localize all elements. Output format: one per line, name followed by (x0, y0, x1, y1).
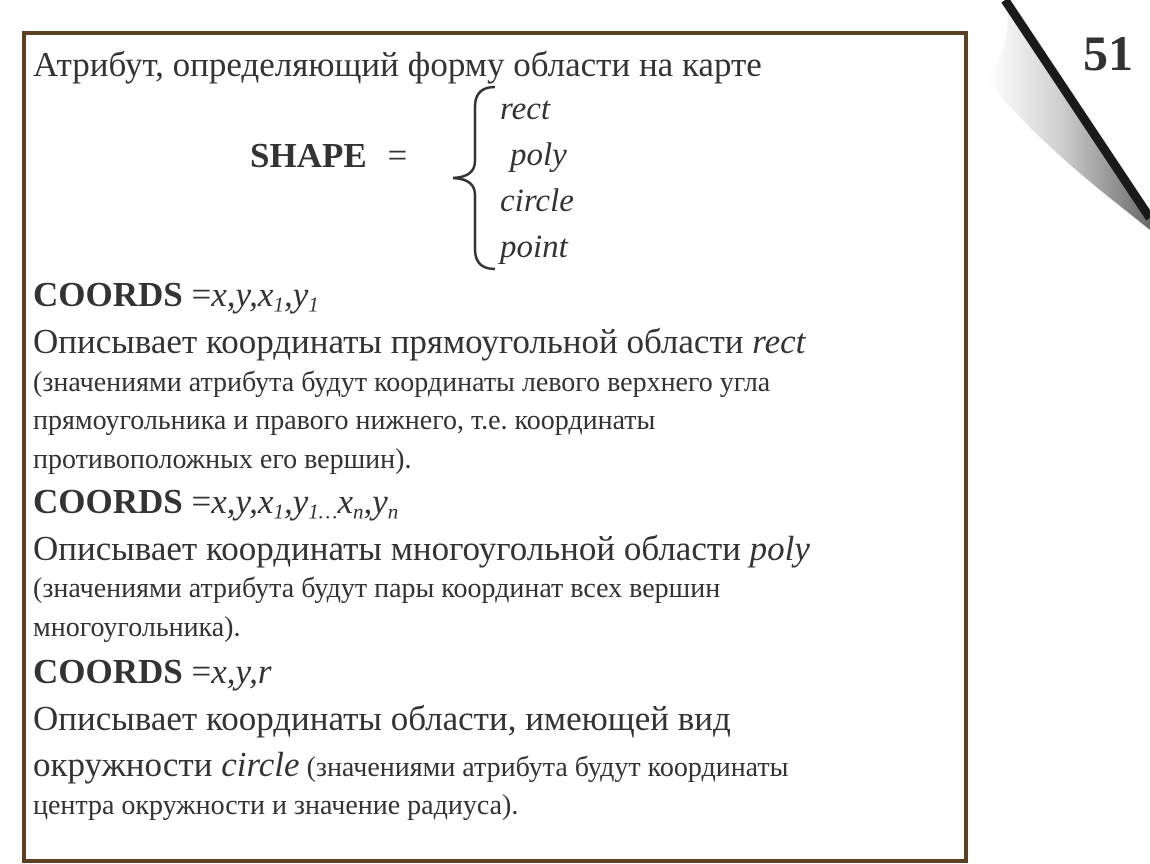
rect-description: Описывает координаты прямоугольной области rect (33, 322, 806, 361)
rect-note-line-2: прямоугольника и правого нижнего, т.е. координаты (33, 405, 656, 436)
coords-eq: = (191, 275, 212, 314)
coords-poly-line (33, 484, 398, 522)
poly-note-line-1: (значениями атрибута будут пары координат всех вершин (33, 573, 721, 604)
shape-label (250, 138, 407, 173)
shape-option-point: point (500, 229, 568, 265)
coords-keyword: COORDS (33, 482, 183, 521)
rect-note-line-1: (значениями атрибута будут координаты левого верхнего угла (33, 367, 771, 398)
poly-description: Описывает координаты многоугольной области poly (33, 529, 810, 568)
circle-description-line-2: окружности circle (значениями атрибута будут координаты (33, 745, 789, 784)
rect-note-line-3: противоположных его вершин). (33, 444, 412, 475)
coords-circle-line (33, 654, 272, 689)
coords-eq: = (191, 482, 212, 521)
shape-option-circle: circle (500, 183, 574, 219)
coords-keyword: COORDS (33, 652, 183, 691)
coords-circle-values: x,y,r (211, 652, 272, 691)
page-number: 51 (1083, 25, 1133, 81)
circle-description-line-3: центра окружности и значение радиуса). (33, 790, 519, 821)
coords-keyword: COORDS (33, 275, 183, 314)
coords-eq: = (191, 652, 212, 691)
slide-title: Атрибут, определяющий форму области на карте (33, 45, 762, 84)
poly-term: poly (749, 529, 810, 568)
coords-rect-values: $x,y,x_1,y_1$ (211, 275, 319, 317)
rect-term: rect (752, 322, 806, 361)
coords-rect-line (33, 277, 319, 315)
poly-note-line-2: многоугольника). (33, 612, 241, 643)
shape-option-poly: poly (510, 137, 567, 173)
circle-term: circle (221, 745, 300, 784)
shape-keyword: SHAPE (250, 136, 367, 175)
shape-eq: = (387, 136, 408, 175)
circle-description-line-1: Описывает координаты области, имеющей вид (33, 699, 731, 738)
coords-poly-values: $x,y,x_1,y_{1\dots}x_n,y_n$ (211, 482, 399, 524)
curly-brace (445, 83, 505, 273)
shape-option-rect: rect (500, 91, 551, 127)
